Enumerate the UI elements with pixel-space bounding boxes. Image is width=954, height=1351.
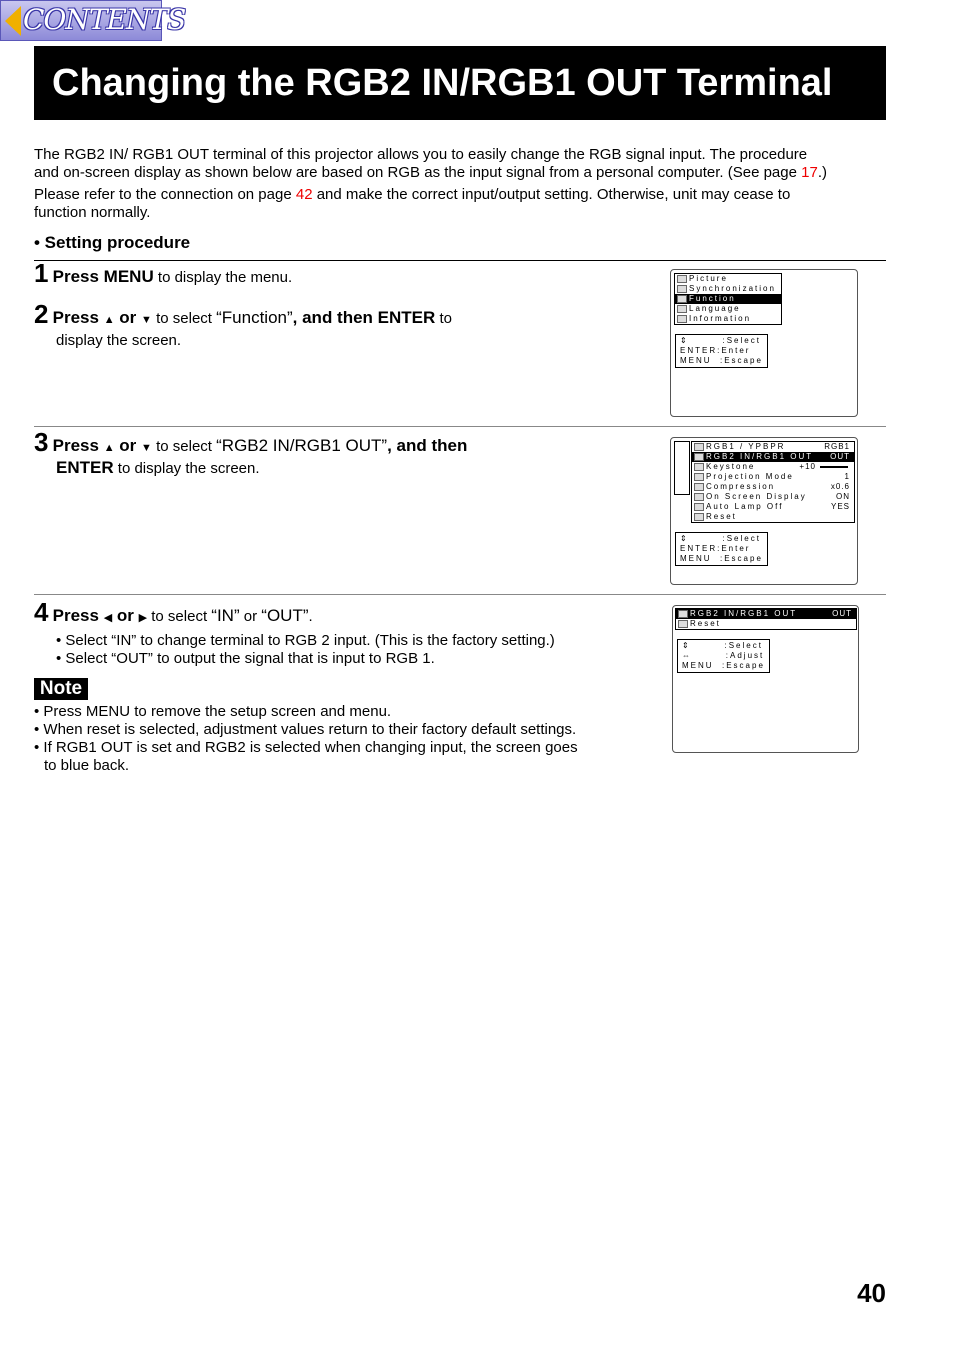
step-action: ENTER xyxy=(56,458,114,477)
step-4-bullet: • Select “IN” to change terminal to RGB 2 input. (This is the factory setting.) xyxy=(56,632,555,649)
osd-screen-rgb-terminal xyxy=(672,605,859,753)
page-link-42[interactable]: 42 xyxy=(295,186,313,203)
step-3 xyxy=(34,427,468,457)
function-icon xyxy=(677,295,687,303)
step-action: , and then ENTER xyxy=(292,308,436,327)
page-title: Changing the RGB2 IN/RGB1 OUT Terminal xyxy=(52,62,833,104)
contents-label: CONTENTS xyxy=(23,3,186,36)
step-action: Press xyxy=(52,606,104,625)
osd-nav-hints xyxy=(675,532,768,566)
step-item: “OUT” xyxy=(261,606,309,625)
menu-item-rgb2-in-rgb1-out[interactable] xyxy=(676,609,856,619)
step-or: or xyxy=(114,436,142,455)
step-text: to select xyxy=(151,310,217,327)
information-icon xyxy=(677,315,687,323)
menu-item-label: Projection Mode xyxy=(706,472,794,481)
step-2-line-2: display the screen. xyxy=(56,332,182,349)
step-or: or xyxy=(114,308,142,327)
osd-screen-main-menu xyxy=(670,269,858,417)
step-text: . xyxy=(308,608,313,625)
osd-screen-function-menu xyxy=(670,437,858,585)
step-or: or xyxy=(112,606,139,625)
note-item: to blue back. xyxy=(44,757,130,774)
intro-text: .) xyxy=(817,164,827,181)
menu-item-value: RGB1 xyxy=(824,442,850,451)
page-link-17[interactable]: 17 xyxy=(801,164,818,181)
input-icon xyxy=(694,443,704,451)
menu-item-label: Keystone xyxy=(706,462,756,471)
menu-item-label: On Screen Display xyxy=(706,492,807,501)
menu-item-value: YES xyxy=(830,502,850,511)
terminal-submenu xyxy=(675,608,857,630)
step-action: Press xyxy=(52,436,104,455)
menu-item-picture[interactable] xyxy=(675,274,781,284)
down-arrow-icon: ▼ xyxy=(141,314,152,326)
main-menu-collapsed xyxy=(674,441,690,495)
menu-item-auto-lamp-off[interactable] xyxy=(692,502,854,512)
nav-hint: ENTER:Enter xyxy=(680,544,751,553)
menu-item-on-screen-display[interactable] xyxy=(692,492,854,502)
menu-item-reset[interactable] xyxy=(692,512,854,522)
menu-item-rgb1-ypbpr[interactable] xyxy=(692,442,854,452)
step-item: “RGB2 IN/RGB1 OUT” xyxy=(216,436,388,455)
intro-line xyxy=(34,164,894,182)
reset-icon xyxy=(678,620,688,628)
up-arrow-icon: ▲ xyxy=(103,442,115,454)
sync-icon xyxy=(677,285,687,293)
picture-icon xyxy=(677,275,687,283)
title-bar xyxy=(34,46,886,120)
nav-hint: ENTER:Enter xyxy=(680,346,751,355)
step-text: to select xyxy=(147,608,212,625)
menu-item-information[interactable] xyxy=(675,314,781,324)
menu-item-value: OUT xyxy=(832,609,852,618)
back-arrow-icon xyxy=(5,6,21,36)
menu-item-label: Function xyxy=(689,294,736,303)
section-heading: • Setting procedure xyxy=(34,233,191,252)
divider xyxy=(34,594,886,595)
up-arrow-icon: ▲ xyxy=(103,314,115,326)
intro-line: The RGB2 IN/ RGB1 OUT terminal of this projector allows you to easily change the RGB signal input. The procedure xyxy=(34,146,808,163)
menu-item-label: Language xyxy=(689,304,741,313)
nav-hint: ⇕ :Select xyxy=(680,534,761,543)
step-number: 4 xyxy=(34,597,49,627)
nav-hint: MENU :Escape xyxy=(680,356,763,365)
note-label: Note xyxy=(34,678,88,700)
nav-hint: ⇔ :Adjust xyxy=(682,651,765,660)
step-text: to display the menu. xyxy=(153,269,293,286)
nav-hint: ⇕ :Select xyxy=(680,336,761,345)
nav-hint: MENU :Escape xyxy=(680,554,763,563)
terminal-icon xyxy=(678,610,688,618)
menu-item-rgb2-in-rgb1-out[interactable] xyxy=(692,452,854,462)
menu-item-projection-mode[interactable] xyxy=(692,472,854,482)
intro-paragraph-1 xyxy=(34,146,894,182)
compression-icon xyxy=(694,483,704,491)
menu-item-synchronization[interactable] xyxy=(675,284,781,294)
keystone-icon xyxy=(694,463,704,471)
step-4-bullet: • Select “OUT” to output the signal that is input to RGB 1. xyxy=(56,650,435,667)
intro-paragraph-2 xyxy=(34,186,894,222)
step-action: Press MENU xyxy=(52,267,154,286)
intro-text: Please refer to the connection on page xyxy=(34,186,296,203)
step-action: Press xyxy=(52,308,104,327)
nav-hint: MENU :Escape xyxy=(682,661,765,670)
step-number: 2 xyxy=(34,299,49,329)
menu-item-reset[interactable] xyxy=(676,619,856,629)
osd-nav-hints xyxy=(677,639,770,673)
right-arrow-icon: ▶ xyxy=(138,612,148,624)
language-icon xyxy=(677,305,687,313)
menu-item-label: RGB1 / YPBPR xyxy=(706,442,786,451)
step-2 xyxy=(34,299,452,329)
menu-item-function[interactable] xyxy=(675,294,781,304)
note-item: • If RGB1 OUT is set and RGB2 is selected when changing input, the screen goes xyxy=(34,739,578,756)
left-arrow-icon: ◀ xyxy=(103,612,113,624)
main-menu xyxy=(674,273,782,325)
menu-item-value: ON xyxy=(836,492,850,501)
menu-item-label: Reset xyxy=(706,512,737,521)
step-text: to select xyxy=(151,438,217,455)
step-text: to xyxy=(435,310,452,327)
step-4 xyxy=(34,597,313,627)
osd-nav-hints xyxy=(675,334,768,368)
intro-text: and make the correct input/output setting. Otherwise, unit may cease to xyxy=(312,186,791,203)
note-item: • When reset is selected, adjustment values return to their factory default settings. xyxy=(34,721,577,738)
intro-line xyxy=(34,186,894,204)
menu-item-value: +10 xyxy=(799,462,816,471)
menu-item-label: RGB2 IN/RGB1 OUT xyxy=(690,609,798,618)
menu-item-label: Auto Lamp Off xyxy=(706,502,784,511)
menu-item-value: x0.6 xyxy=(830,482,850,491)
menu-item-keystone[interactable] xyxy=(692,462,854,472)
step-item: “Function” xyxy=(216,308,293,327)
down-arrow-icon: ▼ xyxy=(141,442,152,454)
intro-line: function normally. xyxy=(34,204,151,221)
menu-item-value: OUT xyxy=(830,452,850,461)
intro-text: and on-screen display as shown below are based on RGB as the input signal from a personal computer. (See page xyxy=(34,164,802,181)
divider xyxy=(34,260,886,261)
menu-item-label: Compression xyxy=(706,482,776,491)
step-1 xyxy=(34,258,293,288)
step-action: , and then xyxy=(387,436,468,455)
menu-item-compression[interactable] xyxy=(692,482,854,492)
menu-item-label: Picture xyxy=(689,274,728,283)
menu-item-label: Synchronization xyxy=(689,284,776,293)
reset-icon xyxy=(694,513,704,521)
note-item: • Press MENU to remove the setup screen and menu. xyxy=(34,703,392,720)
page-number: 40 xyxy=(857,1278,886,1308)
step-number: 1 xyxy=(34,258,49,288)
menu-item-language[interactable] xyxy=(675,304,781,314)
lamp-icon xyxy=(694,503,704,511)
menu-item-label: RGB2 IN/RGB1 OUT xyxy=(706,452,814,461)
menu-item-value: 1 xyxy=(844,472,850,481)
nav-hint: ⇕ :Select xyxy=(682,641,763,650)
step-item: “IN” xyxy=(211,606,240,625)
step-number: 3 xyxy=(34,427,49,457)
terminal-icon xyxy=(694,453,704,461)
keystone-slider[interactable] xyxy=(820,466,848,468)
menu-item-label: Information xyxy=(689,314,752,323)
contents-button[interactable] xyxy=(0,0,186,41)
function-menu xyxy=(691,441,855,523)
step-3-line-2 xyxy=(56,459,260,478)
step-text: to display the screen. xyxy=(113,460,260,477)
projection-icon xyxy=(694,473,704,481)
menu-item-label: Reset xyxy=(690,619,721,628)
divider xyxy=(34,426,886,427)
osd-icon xyxy=(694,493,704,501)
step-text: or xyxy=(239,608,262,625)
